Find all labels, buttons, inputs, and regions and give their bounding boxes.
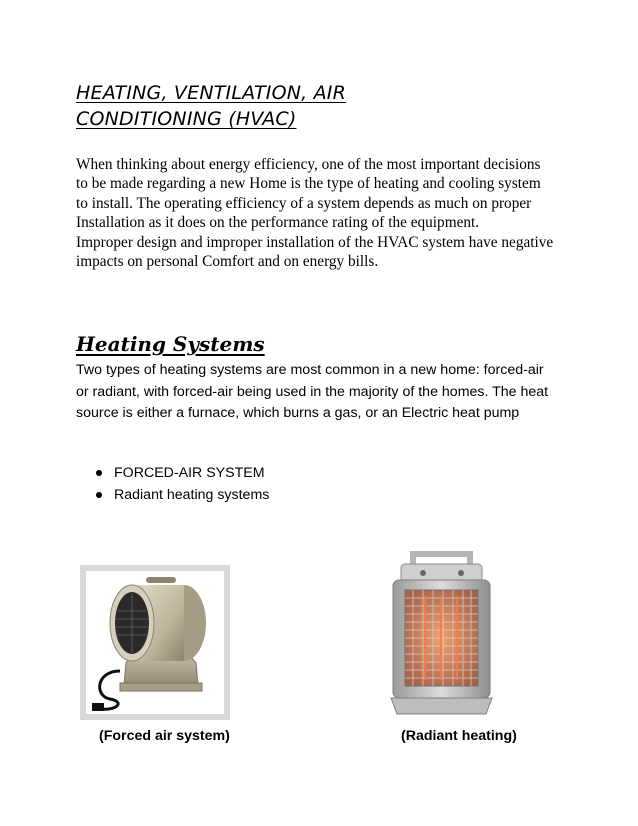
list-item-forced-air <box>96 462 269 484</box>
radiant-heating-caption: (Radiant heating) <box>401 728 517 744</box>
hvac-heading <box>76 80 556 132</box>
heating-systems-heading: Heating Systems <box>76 332 265 356</box>
forced-air-heater-illustration <box>86 571 224 714</box>
bullet-icon <box>96 492 102 498</box>
list-item-label: Radiant heating systems <box>114 487 270 503</box>
forced-air-caption: (Forced air system) <box>99 728 230 744</box>
hvac-heading-line2: CONDITIONING (HVAC) <box>76 108 297 130</box>
heating-types-list <box>96 462 269 506</box>
list-item-label: FORCED-AIR SYSTEM <box>114 465 265 481</box>
bullet-icon <box>96 470 102 476</box>
radiant-heater-illustration <box>383 548 500 718</box>
heating-systems-paragraph: Two types of heating systems are most common in a new home: forced-air or radiant, with forced-air being used in the majority of the homes. The heat source is either a furnace, which burns a gas, or an Electric heat pump <box>76 362 549 422</box>
intro-paragraph-2: Improper design and improper installation of the HVAC system have negative impacts on personal Comfort and on energy bills. <box>76 233 554 271</box>
hvac-heading-line1: HEATING, VENTILATION, AIR <box>76 82 347 104</box>
list-item-radiant <box>96 484 269 506</box>
intro-text <box>76 155 556 271</box>
intro-paragraph-1: When thinking about energy efficiency, one of the most important decisions to be made regarding a new Home is the type of heating and cooling system to install. The operating efficiency of a system depends as much on proper Installation as it does on the performance rating of the equipment. <box>76 156 541 232</box>
radiant-heater-image <box>383 548 500 718</box>
forced-air-heater-image <box>80 565 230 720</box>
